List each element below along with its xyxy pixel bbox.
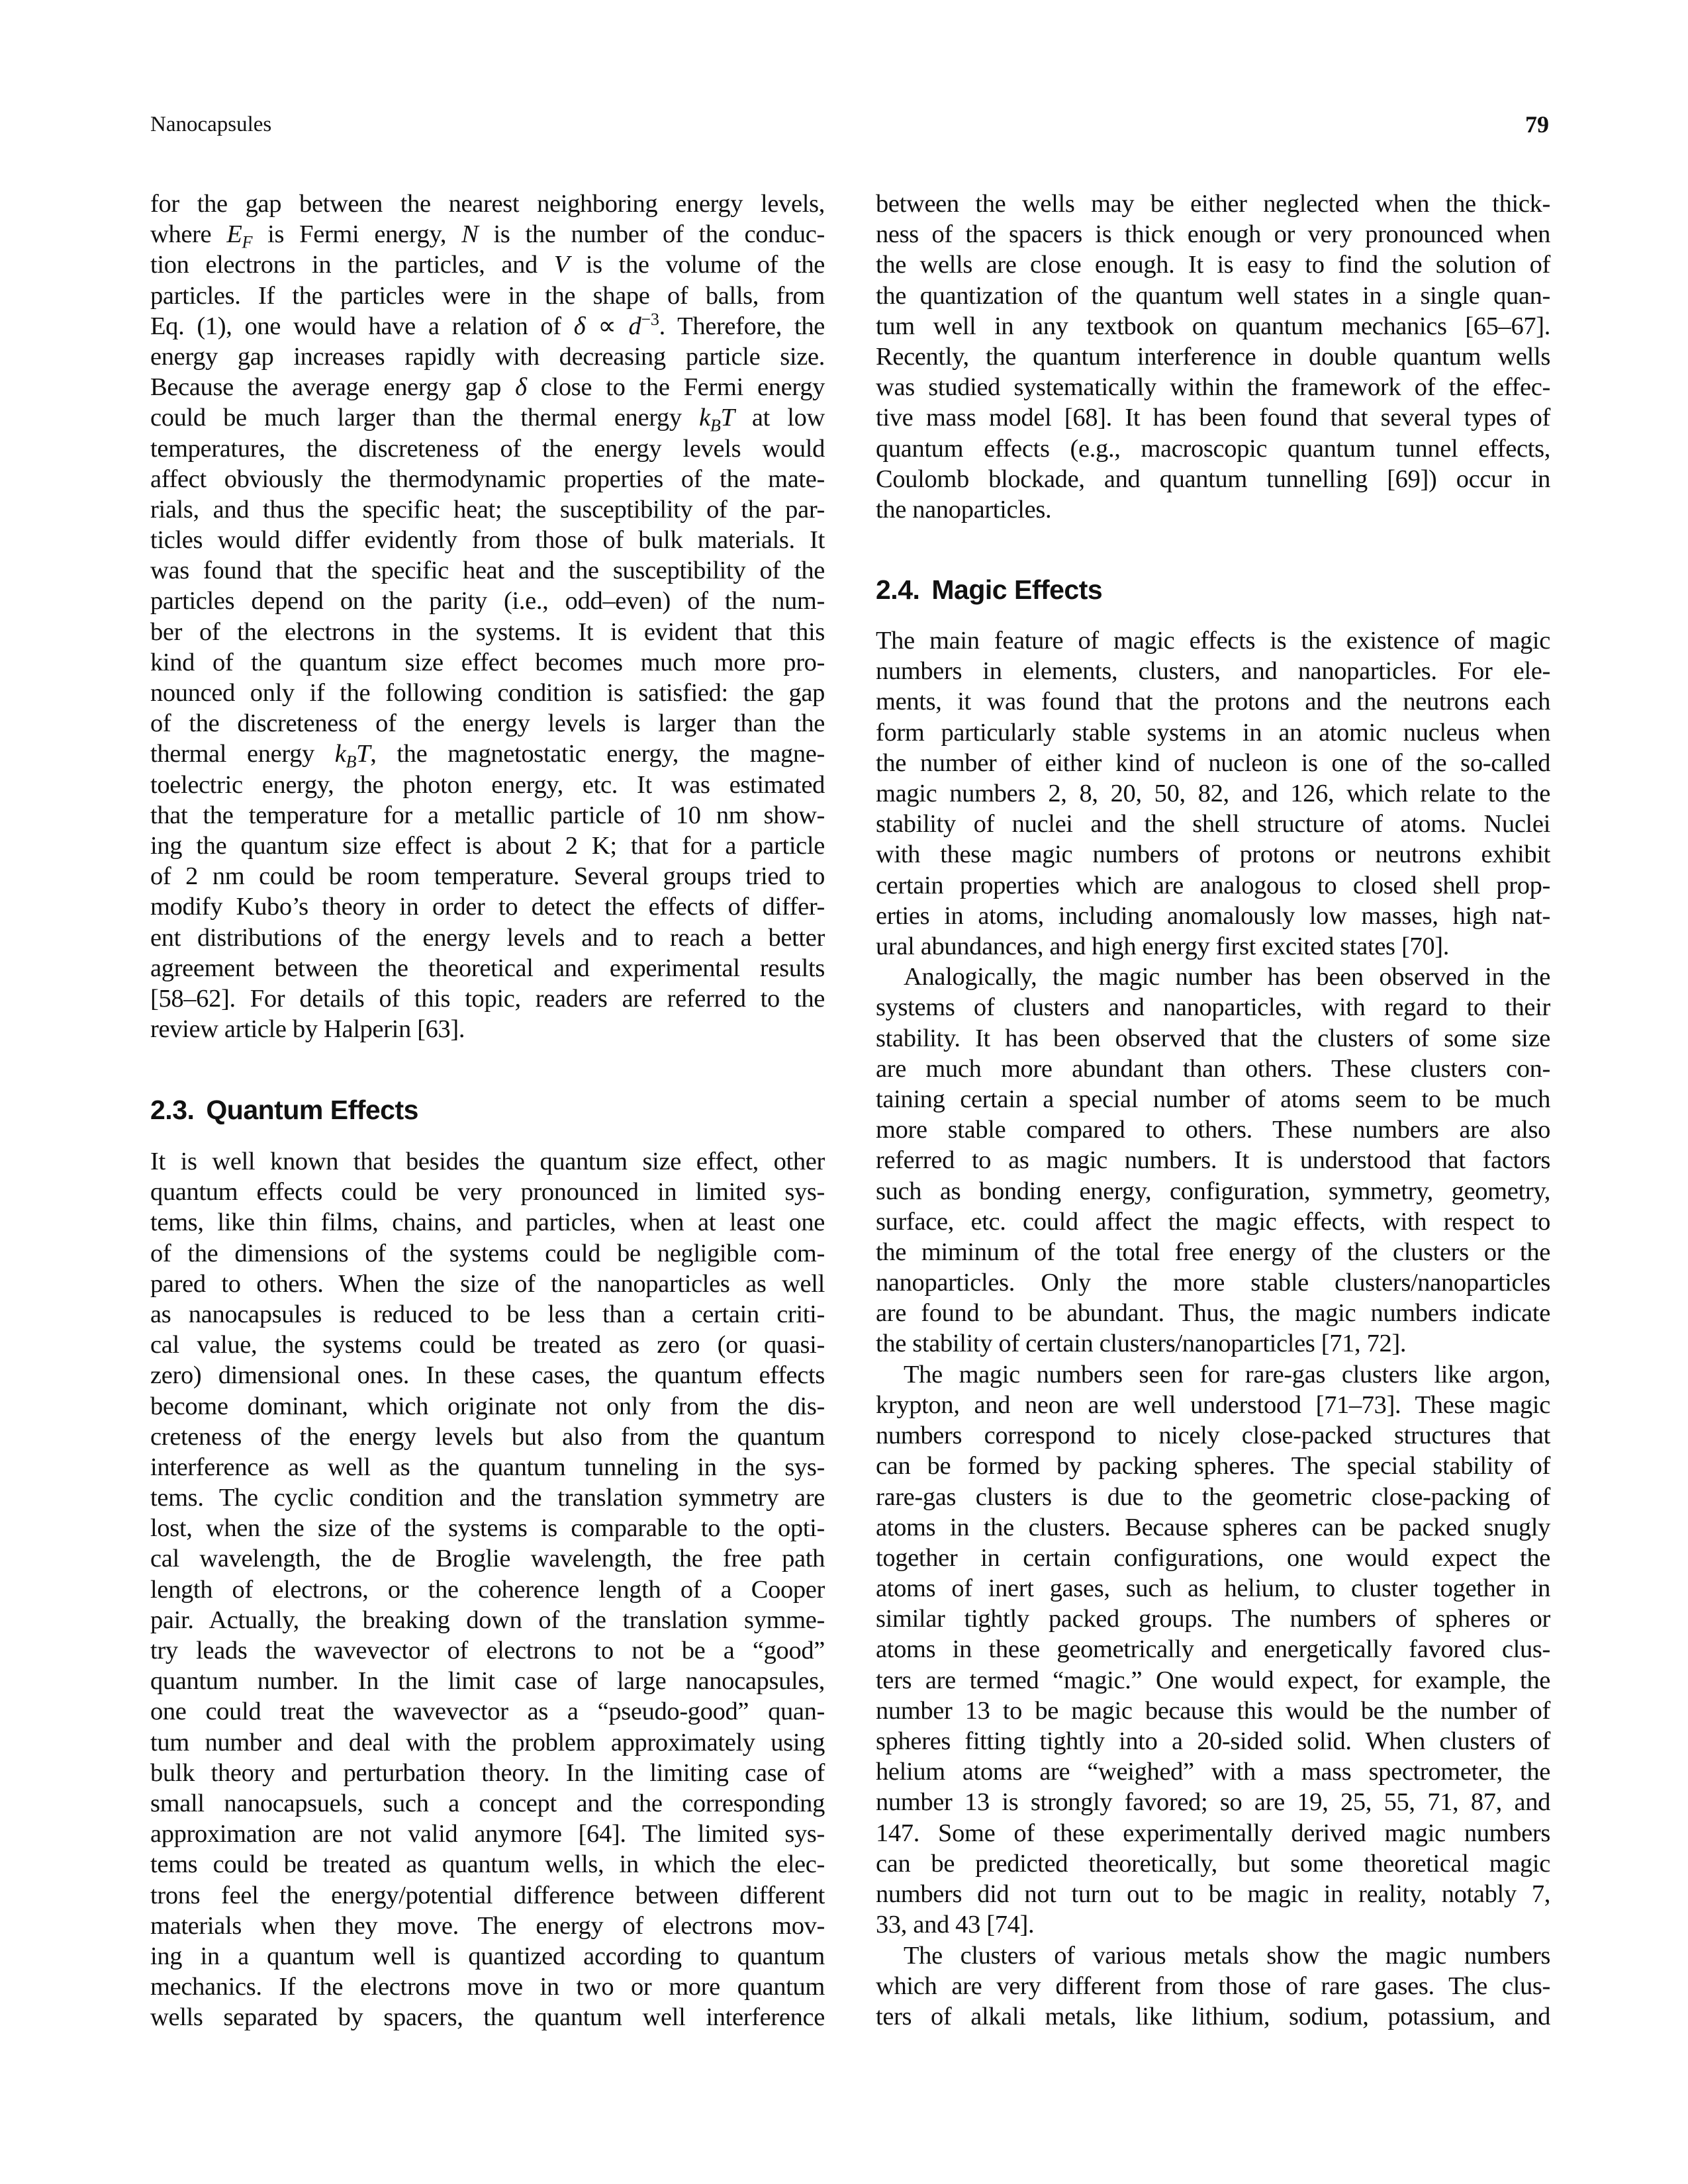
- text-line: wells separated by spacers, the quantum well interference: [150, 2003, 825, 2032]
- text-line: stability. It has been observed that the clusters of some size: [876, 1024, 1550, 1052]
- page-number: 79: [1525, 111, 1549, 138]
- paragraph: [876, 625, 1550, 962]
- text-line: helium atoms are “weighed” with a mass spectrometer, the: [876, 1758, 1550, 1786]
- text-line: The clusters of various metals show the magic numbers: [904, 1941, 1550, 1970]
- text-line: bulk theory and perturbation theory. In the limiting case of: [150, 1758, 825, 1787]
- section-heading-2-3: [150, 1093, 418, 1126]
- text-line: ing the quantum size effect is about 2 K; that for a particle: [150, 831, 825, 860]
- subscript: B: [710, 416, 721, 435]
- text-line: [58–62]. For details of this topic, readers are referred to the: [150, 984, 825, 1013]
- math-symbol: $k_B$: [334, 740, 357, 772]
- text-line: tems could be treated as quantum wells, in which the elec-: [150, 1850, 825, 1879]
- text-line: between the wells may be either neglected when the thick-: [876, 190, 1550, 218]
- math-symbol: $k_B$: [699, 404, 721, 435]
- text-line: ent distributions of the energy levels and to reach a better: [150, 923, 825, 952]
- text-line: tive mass model [68]. It has been found that several types of: [876, 404, 1550, 432]
- text-line: small nanocapsuels, such a concept and the corresponding: [150, 1789, 825, 1817]
- text-line: toelectric energy, the photon energy, etc. It was estimated: [150, 770, 825, 799]
- text-line: It is well known that besides the quantum size effect, other: [150, 1148, 825, 1175]
- text-line: tion electrons in the particles, and V is the volume of the: [150, 251, 825, 279]
- text-line: become dominant, which originate not only from the dis-: [150, 1392, 825, 1420]
- paragraph: [876, 189, 1550, 525]
- text-line: surface, etc. could affect the magic effects, with respect to: [876, 1207, 1550, 1236]
- paragraph: [876, 1940, 1550, 2032]
- section-title: Quantum Effects: [206, 1095, 418, 1125]
- text-line: mechanics. If the electrons move in two or more quantum: [150, 1973, 825, 2001]
- text-line: particles. If the particles were in the shape of balls, from: [150, 281, 825, 310]
- text-line: pared to others. When the size of the nanoparticles as well: [150, 1269, 825, 1298]
- text-line: was studied systematically within the framework of the effec-: [876, 373, 1550, 402]
- text-line: referred to as magic numbers. It is understood that factors: [876, 1146, 1550, 1175]
- text-line: of the dimensions of the systems could be negligible com-: [150, 1239, 825, 1267]
- text-line: ber of the electrons in the systems. It is evident that this: [150, 617, 825, 646]
- text-line: particles depend on the parity (i.e., odd–even) of the num-: [150, 587, 825, 615]
- section-number: 2.4.: [876, 574, 920, 605]
- text-line: the wells are close enough. It is easy to find the solution of: [876, 251, 1550, 279]
- text-line: The main feature of magic effects is the existence of magic: [876, 627, 1550, 655]
- text-line: the quantization of the quantum well states in a single quan-: [876, 281, 1550, 310]
- text-line: quantum effects (e.g., macroscopic quantum tunnel effects,: [876, 434, 1550, 463]
- text-line: can be predicted theoretically, but some theoretical magic: [876, 1849, 1550, 1878]
- math-symbol: T: [720, 404, 735, 432]
- text-line: tum number and deal with the problem approximately using: [150, 1728, 825, 1756]
- text-line: tems. The cyclic condition and the translation symmetry are: [150, 1484, 825, 1512]
- text-line: can be formed by packing spheres. The special stability of: [876, 1452, 1550, 1480]
- text-line: the stability of certain clusters/nanoparticles [71, 72].: [876, 1330, 1407, 1358]
- text-line: as nanocapsules is reduced to be less than a certain criti-: [150, 1300, 825, 1328]
- text-line: similar tightly packed groups. The numbers of spheres or: [876, 1605, 1550, 1633]
- text-line: numbers in elements, clusters, and nanoparticles. For ele-: [876, 657, 1550, 686]
- text-line: rials, and thus the specific heat; the susceptibility of the par-: [150, 495, 825, 523]
- text-line: modify Kubo’s theory in order to detect the effects of differ-: [150, 893, 825, 921]
- text-line: ters are termed “magic.” One would expect, for example, the: [876, 1666, 1550, 1694]
- text-line: trons feel the energy/potential difference between different: [150, 1881, 825, 1909]
- text-line: ness of the spacers is thick enough or very pronounced when: [876, 220, 1550, 249]
- math-symbol: $E_F$: [226, 220, 253, 252]
- text-line: quantum number. In the limit case of large nanocapsules,: [150, 1667, 825, 1696]
- paragraph: [150, 1146, 825, 2032]
- text-line: more stable compared to others. These numbers are also: [876, 1116, 1550, 1144]
- text-line: try leads the wavevector of electrons to not be a “good”: [150, 1637, 825, 1664]
- text-line: the number of either kind of nucleon is one of the so-called: [876, 749, 1550, 777]
- paragraph: [876, 962, 1550, 1359]
- text-line: magic numbers 2, 8, 20, 50, 82, and 126, which relate to the: [876, 779, 1550, 807]
- text-line: thermal energy $k_BT$, the magnetostatic energy, the magne-: [150, 740, 825, 772]
- text-line: The magic numbers seen for rare-gas clusters like argon,: [904, 1360, 1550, 1388]
- text-line: length of electrons, or the coherence length of a Cooper: [150, 1575, 825, 1604]
- text-line: temperatures, the discreteness of the energy levels would: [150, 434, 825, 463]
- text-line: Eq. (1), one would have a relation of $\delta \propto d^{-3}$. Therefore, the: [150, 309, 825, 340]
- text-line: stability of nuclei and the shell structure of atoms. Nuclei: [876, 810, 1550, 839]
- text-line: for the gap between the nearest neighboring energy levels,: [150, 190, 825, 218]
- text-line: quantum effects could be very pronounced in limited sys-: [150, 1178, 825, 1206]
- text-line: agreement between the theoretical and experimental results: [150, 954, 825, 982]
- paragraph: [876, 1359, 1550, 1940]
- text-line: energy gap increases rapidly with decreasing particle size.: [150, 342, 825, 371]
- text-line: atoms in the clusters. Because spheres can be packed snugly: [876, 1513, 1550, 1541]
- text-line: one could treat the wavevector as a “pseudo-good” quan-: [150, 1698, 825, 1726]
- math-symbol: δ: [515, 373, 527, 402]
- text-line: ticles would differ evidently from those of bulk materials. It: [150, 526, 825, 555]
- subscript: F: [242, 232, 253, 252]
- text-line: krypton, and neon are well understood [71–73]. These magic: [876, 1390, 1550, 1419]
- text-line: where $E_F$ is Fermi energy, N is the number of the conduc-: [150, 220, 825, 252]
- text-line: certain properties which are analogous to closed shell prop-: [876, 871, 1550, 899]
- text-line: with these magic numbers of protons or neutrons exhibit: [876, 841, 1550, 869]
- text-line: 147. Some of these experimentally derived magic numbers: [876, 1819, 1550, 1847]
- text-line: that the temperature for a metallic particle of 10 nm show-: [150, 801, 825, 829]
- text-line: nanoparticles. Only the more stable clusters/nanoparticles: [876, 1269, 1550, 1297]
- text-line: form particularly stable systems in an atomic nucleus when: [876, 718, 1550, 747]
- running-header-title: Nanocapsules: [150, 113, 272, 136]
- text-line: the nanoparticles.: [876, 495, 1052, 523]
- math-symbol: N: [461, 220, 479, 249]
- text-line: kind of the quantum size effect becomes much more pro-: [150, 648, 825, 676]
- text-line: lost, when the size of the systems is comparable to the opti-: [150, 1514, 825, 1543]
- text-line: ments, it was found that the protons and the neutrons each: [876, 688, 1550, 716]
- text-line: erties in atoms, including anomalously low masses, high nat-: [876, 901, 1550, 930]
- text-line: tum well in any textbook on quantum mechanics [65–67].: [876, 312, 1550, 340]
- text-line: nounced only if the following condition is satisfied: the gap: [150, 679, 825, 707]
- text-line: ural abundances, and high energy first excited states [70].: [876, 932, 1449, 960]
- text-line: number 13 is strongly favored; so are 19, 25, 55, 71, 87, and: [876, 1788, 1550, 1817]
- text-line: rare-gas clusters is due to the geometric close-packing of: [876, 1482, 1550, 1511]
- text-line: Because the average energy gap δ close to the Fermi energy: [150, 373, 825, 402]
- text-line: Analogically, the magic number has been observed in the: [904, 963, 1550, 991]
- text-line: are much more abundant than others. These clusters con-: [876, 1054, 1550, 1083]
- text-line: cal value, the systems could be treated as zero (or quasi-: [150, 1331, 825, 1359]
- text-line: spheres fitting tightly into a 20-sided solid. When clusters of: [876, 1727, 1550, 1756]
- text-line: of the discreteness of the energy levels is larger than the: [150, 709, 825, 738]
- math-symbol: δ: [573, 312, 586, 340]
- text-line: was found that the specific heat and the susceptibility of the: [150, 557, 825, 585]
- text-line: the miminum of the total free energy of the clusters or the: [876, 1238, 1550, 1266]
- text-line: approximation are not valid anymore [64]. The limited sys-: [150, 1820, 825, 1848]
- text-line: review article by Halperin [63].: [150, 1015, 465, 1044]
- math-symbol: T: [356, 740, 371, 768]
- text-line: numbers correspond to nicely close-packed structures that: [876, 1422, 1550, 1450]
- text-line: atoms in these geometrically and energetically favored clus-: [876, 1635, 1550, 1664]
- section-heading-2-4: [876, 573, 1102, 606]
- section-number: 2.3.: [150, 1095, 195, 1125]
- text-line: Recently, the quantum interference in double quantum wells: [876, 342, 1550, 371]
- text-line: taining certain a special number of atoms seem to be much: [876, 1085, 1550, 1113]
- superscript: −3: [641, 309, 659, 329]
- text-line: ters of alkali metals, like lithium, sodium, potassium, and: [876, 2002, 1550, 2030]
- text-line: zero) dimensional ones. In these cases, the quantum effects: [150, 1361, 825, 1390]
- text-line: together in certain configurations, one would expect the: [876, 1543, 1550, 1572]
- paragraph: [150, 189, 825, 1044]
- text-line: which are very different from those of rare gases. The clus-: [876, 1972, 1550, 2000]
- text-line: numbers did not turn out to be magic in reality, notably 7,: [876, 1880, 1550, 1908]
- math-symbol: $d^{-3}$: [628, 309, 659, 340]
- text-line: atoms of inert gases, such as helium, to cluster together in: [876, 1574, 1550, 1603]
- text-line: tems, like thin films, chains, and particles, when at least one: [150, 1208, 825, 1237]
- section-title: Magic Effects: [931, 574, 1103, 605]
- text-line: are found to be abundant. Thus, the magic numbers indicate: [876, 1299, 1550, 1328]
- text-line: Coulomb blockade, and quantum tunnelling [69]) occur in: [876, 465, 1550, 493]
- text-line: materials when they move. The energy of electrons mov-: [150, 1911, 825, 1940]
- text-line: number 13 to be magic because this would be the number of: [876, 1696, 1550, 1725]
- text-line: creteness of the energy levels but also from the quantum: [150, 1422, 825, 1451]
- subscript: B: [346, 752, 357, 772]
- text-line: of 2 nm could be room temperature. Several groups tried to: [150, 862, 825, 891]
- text-line: cal wavelength, the de Broglie wavelength, the free path: [150, 1545, 825, 1573]
- text-line: systems of clusters and nanoparticles, with regard to their: [876, 993, 1550, 1022]
- text-line: such as bonding energy, configuration, symmetry, geometry,: [876, 1177, 1550, 1205]
- math-symbol: V: [553, 251, 569, 279]
- text-line: interference as well as the quantum tunneling in the sys-: [150, 1453, 825, 1481]
- text-line: ing in a quantum well is quantized according to quantum: [150, 1942, 825, 1970]
- text-line: affect obviously the thermodynamic properties of the mate-: [150, 465, 825, 493]
- text-line: 33, and 43 [74].: [876, 1911, 1035, 1939]
- text-line: pair. Actually, the breaking down of the translation symme-: [150, 1606, 825, 1634]
- text-line: could be much larger than the thermal energy $k_BT$ at low: [150, 404, 825, 435]
